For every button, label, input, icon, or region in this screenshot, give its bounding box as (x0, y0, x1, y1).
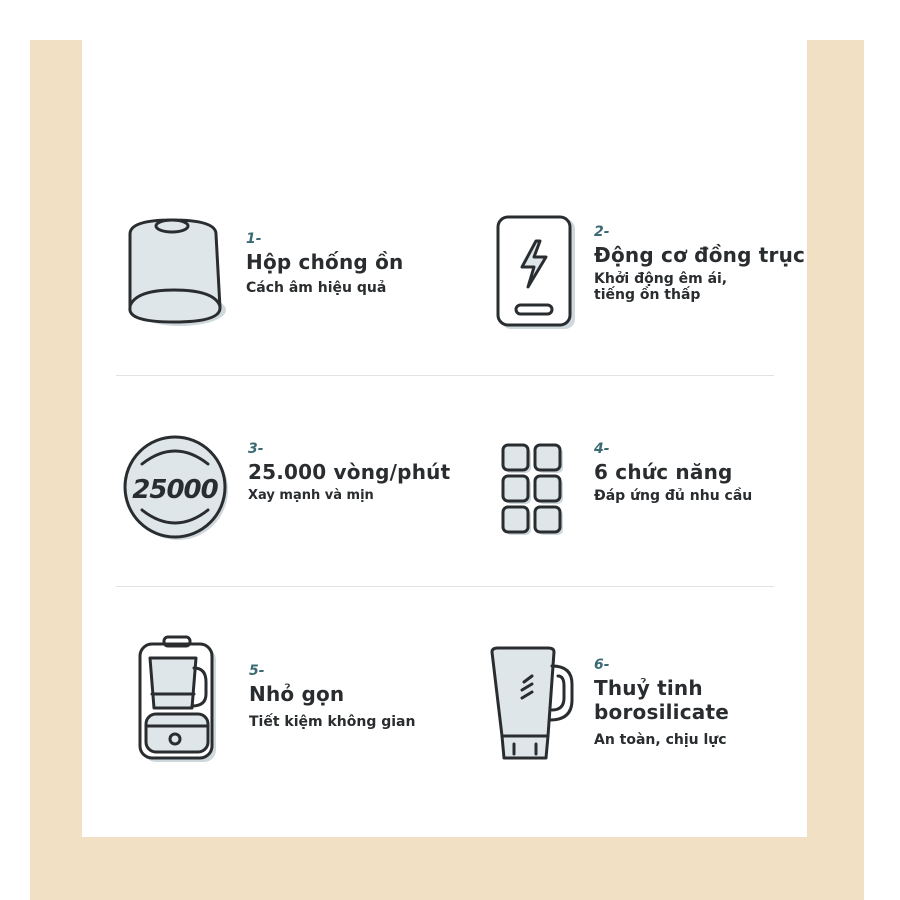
feature-title: 25.000 vòng/phút (248, 460, 451, 484)
feature-title: Hộp chống ồn (246, 250, 404, 274)
feature-number: 1- (246, 231, 262, 247)
six-functions-grid-icon (500, 442, 570, 536)
feature-title: Nhỏ gọn (249, 682, 345, 706)
feature-description: Khởi động êm ái, (594, 271, 728, 287)
row-divider-2 (116, 586, 774, 587)
feature-description: Đáp ứng đủ nhu cầu (594, 488, 753, 504)
feature-number: 4- (594, 441, 610, 457)
feature-title: 6 chức năng (594, 460, 733, 484)
feature-title-line-2: borosilicate (594, 700, 730, 724)
feature-title: Thuỷ tinh (594, 676, 703, 700)
feature-description: Tiết kiệm không gian (249, 714, 416, 730)
speed-badge-text: 25000 (132, 475, 218, 505)
feature-number: 2- (594, 224, 610, 240)
feature-description-line-2: tiếng ồn thấp (594, 287, 701, 303)
speed-badge-icon (120, 432, 232, 544)
feature-description: Cách âm hiệu quả (246, 280, 387, 296)
soundproof-cover-icon (124, 212, 228, 336)
feature-number: 6- (594, 657, 610, 673)
feature-number: 5- (249, 663, 265, 679)
feature-description: Xay mạnh và mịn (248, 488, 374, 503)
compact-blender-icon (134, 634, 218, 766)
feature-title: Động cơ đồng trục (594, 243, 806, 267)
feature-description: An toàn, chịu lực (594, 732, 727, 748)
glass-jar-icon (488, 644, 580, 762)
feature-number: 3- (248, 441, 264, 457)
motor-lightning-icon (494, 213, 578, 333)
row-divider-1 (116, 375, 774, 376)
